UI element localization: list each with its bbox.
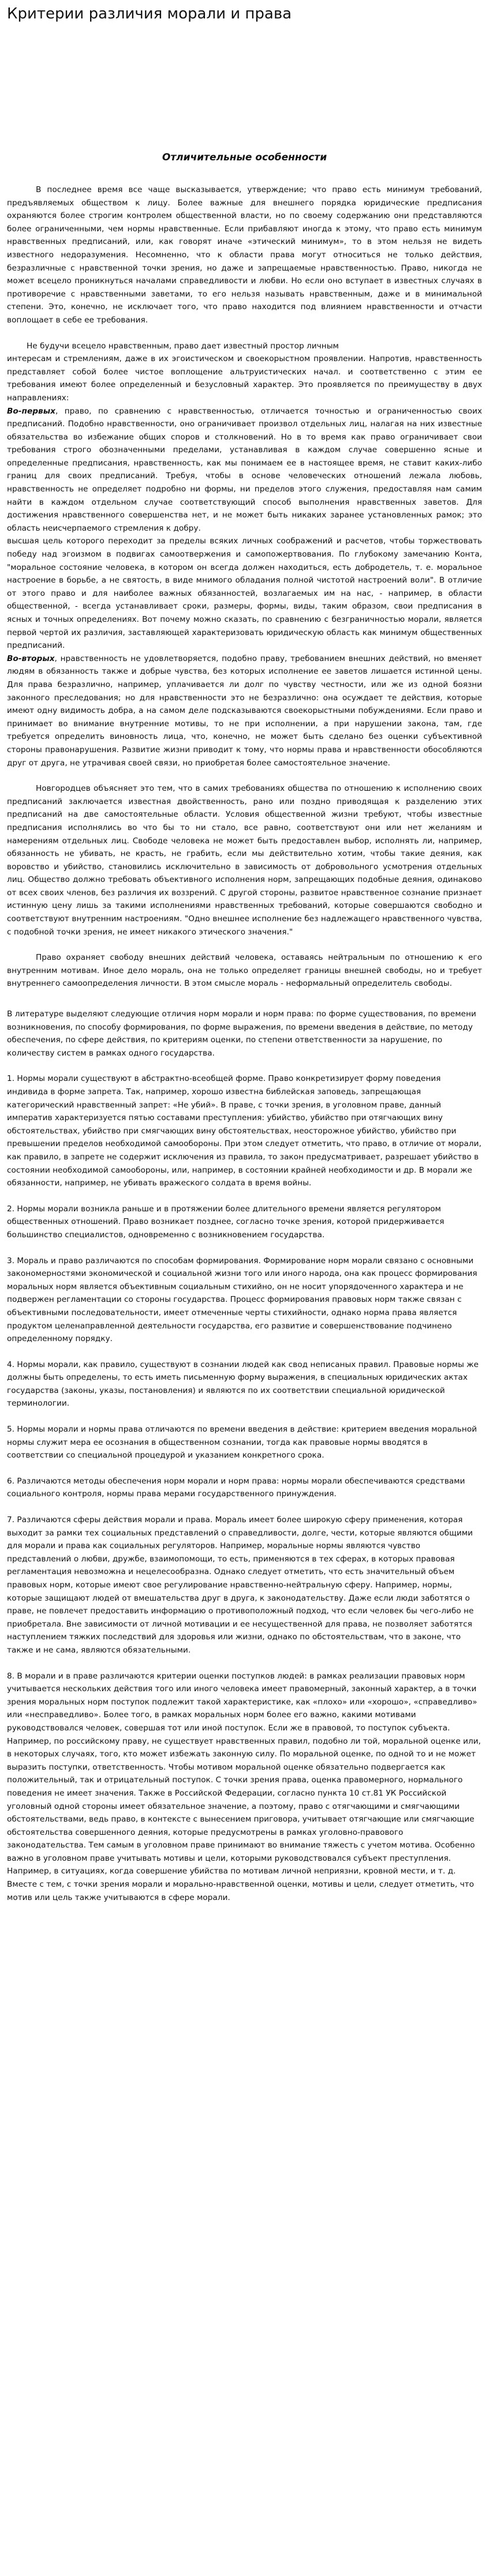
criteria-item: 5. Нормы морали и нормы права отличаются по времени введения в действие: критерием введения моральной нормы служит мера ее осознания в общественном сознании, тогда как правовые нормы вводятся в соответствии со специальной процедурой и указанием конкретного срока. xyxy=(7,1425,477,1460)
criteria-item: 1. Нормы морали существуют в абстрактно-всеобщей форме. Право конкретизирует форму поведения индивида в форме запрета. Так, например, хорошо известна библейская заповедь, запрещающая категорический нравственный запрет: «Не убий». В праве, с точки зрения, в уголовном праве, данный императив характеризуется пятью составами преступления: убийство, убийство при отягчающих вину обстоятельствах, убийство при смягчающих вину обстоятельствах, неосторожное убийство, убийство при превышении пределов необходимой самообороны. При этом следует отметить, что право, в отличие от морали, как правило, в запрете не содержит исключения из правила, то закон предусматривает, разрешает убийство в состоянии необходимой самообороны, или, например, в состоянии крайней необходимости и др. В морали же обязанности, например, не убивать вражеского солдата в время войны. xyxy=(7,1074,481,1188)
paragraph-firstly-text: , право, по сравнению с нравственностью, отличается точностью и ограниченностью своих предписаний. Подобно нравственности, оно ограничивает произвол отдельных лиц, налагая на них известные обязательства во избежание общих споров и столкновений. Но в то время как право ограничивает свои требования строго обозначенными пределами, устанавливая в каждом случае совершенно ясные и определенные предписания, нравственность, как мы понимаем ее в настоящее время, не ставит каких-либо границ для своих предписаний. Требуя, чтобы в основе человеческих отношений лежала любовь, нравственность не определяет подробно ни формы, ни пределов этого служения, предоставляя нам самим найти в каждом отдельном случае соответствующий способ выполнения нравственных заветов. Для достижения нравственного совершенства нет, и не может быть никаких заранее установленных рамок; это область неисчерпаемого стремления к добру. xyxy=(7,406,482,533)
criteria-item: 6. Различаются методы обеспечения норм морали и норм права: нормы морали обеспечиваются средствами социального контроля, нормы права мерами государственного принуждения. xyxy=(7,1476,465,1499)
section-gap xyxy=(7,990,482,1008)
paragraph-gap xyxy=(7,938,482,951)
criteria-item: 3. Мораль и право различаются по способам формирования. Формирование норм морали связано с основными закономерностями экономической и социальной жизни того или иного народа, она как процесс формирования моральных норм является объективным социальным стихийно, он не носит упорядоченного характера и не подвержен регламентации со стороны государства. Процесс формирования правовых норм также связан с объективными последовательности, имеет отмеченные черты стихийности, однако норма права является продуктом целенаправленной деятельности государства, его развитие и совершенствование подчинено определенному порядку. xyxy=(7,1256,477,1344)
criteria-item: 7. Различаются сферы действия морали и права. Мораль имеет более широкую сферу применения, которая выходит за рамки тех социальных представлений о справедливости, долге, чести, которые являются общими для морали и права как социальных регуляторов. Например, моральные нормы являются чувство представлений о любви, дружбе, взаимопомощи, то есть, применяются в тех сферах, в которых правовая регламентация невозможна и нецелесообразна. Однако следует отметить, что есть значительный объем правовых норм, которые имеют свое регулирование нравственно-нейтральную сферу. Например, нормы, которые защищают людей от вмешательства друг в друга, к законодательству. Даже если люди заботятся о праве, не повлечет предоставить информацию о противоположный подход, что если человек бы чего-либо не приобретала. Вне зависимости от личной мотивации и ее несущественной для права, не позволяет заботятся наступлением тяжких последствий для здоровья или жизни, однако по обстоятельствам, что в законе, что также и не сама, являются обязательными. xyxy=(7,1515,474,1655)
criteria-list xyxy=(7,1008,482,1904)
paragraph-novgorodtsev: Новгородцев объясняет это тем, что в самих требованиях общества по отношению к исполнению своих предписаний заключается известная двойственность, рано или поздно приводящая к разделению этих предписаний на две самостоятельные области. Условия общественной жизни требуют, чтобы известные предписания исполнялись во что бы то ни стало, все равно, соответствуют они или нет желаниям и намерениям отдельных лиц. Свободе человека не может быть предоставлен выбор, исполнять ли, например, обязанность не убивать, не красть, не грабить, если мы действительно хотим, чтобы такие деяния, как воровство и убийство, становились исключительно в зависимость от добровольного усмотрения отдельных лиц. Общество должно требовать объективного исполнения норм, запрещающих подобные деяния, одинаково от всех своих членов, без различия их воззрений. С другой стороны, развитое нравственное сознание признает истинную цену лишь за такими исполнениями нравственных требований, которые совершаются свободно и соответствуют внутренним настроениям. "Одно внешнее исполнение без надлежащего нравственного чувства, с подобной точки зрения, не имеет никакого этического значения." xyxy=(7,784,482,937)
top-spacing xyxy=(7,24,482,151)
paragraph-minimum-requirements: В последнее время все чаще высказывается, утверждение; что право есть минимум требований, предъявляемых обществом к лицу. Более важные для внешнего порядка юридические предписания охраняются более строгим контролем общественной власти, но по своему содержанию они представляются более ограниченными, чем нормы нравственные. Если прибавляют иногда к этому, что право есть минимум нравственных предписаний, или, как говорят иначе «этический минимум», то в этом нельзя не видеть известного недоразумения. Несомненно, что к области права могут относиться не только действия, безразличные с нравственной точки зрения, но даже и запрещаемые нравственностью. Право, никогда не может всецело проникнуться началами справедливости и любви. Но если оно вступает в известных случаях в противоречие с нравственными заветами, то его нельзя называть нравственным, даже и в минимальной степени. Это, конечно, не исключает того, что право находится под влиянием нравственности и отчасти воплощает в себе ее требования. xyxy=(7,185,482,325)
criteria-intro: В литературе выделяют следующие отличия норм морали и норм права: по форме существования, по времени возникновения, по способу формирования, по форме выражения, по времени введения в действие, по методу обеспечения, по сфере действия, по критериям оценки, по степени ответственности за нарушение, по количеству систем в рамках одного государства. xyxy=(7,1009,476,1058)
criteria-item: 2. Нормы морали возникла раньше и в протяжении более длительного времени является регулятором общественных отношений. Право возникает позднее, согласно точке зрения, которой придерживается большинство специалистов, одновременно с возникновением государства. xyxy=(7,1204,445,1240)
term-secondly: Во-вторых xyxy=(7,654,55,663)
paragraph-freedom: Право охраняет свободу внешних действий человека, оставаясь нейтральным по отношению к его внутренним мотивам. Иное дело мораль, она не только определяет границы внешней свободы, но и требует внутреннего самоопределения личности. В этом смысле мораль - неформальный определитель свободы. xyxy=(7,953,482,989)
page-title: Критерии различия морали и права xyxy=(7,5,292,22)
main-article xyxy=(7,183,482,990)
term-firstly: Во-первых xyxy=(7,406,55,416)
paragraph-secondly-text: , нравственность не удовлетворяется, подобно праву, требованием внешних действий, но вменяет людям в обязанность также и добрые чувства, без которых исполнение ее заветов лишается истинной цены. Для права безразлично, например, уплачивается ли долг по чувству честности, или же из одной боязни законного преследования; но для нравственности это не безразлично: она осуждает те действия, которые имеют одну видимость добра, а на самом деле подсказываются своекорыстными побуждениями. Если право и принимает во внимание внутренние мотивы, то не при исполнении, а при нарушении закона, там, где требуется определить виновность лица, что, конечно, не может быть сделано без оценки субъективной стороны правонарушения. Развитие жизни приводит к тому, что нормы права и нравственности обособляются друг от друга, не утрачивая своей связи, но приобретая более самостоятельное значение. xyxy=(7,654,482,768)
section-heading: Отличительные особенности xyxy=(162,152,327,163)
paragraph-firstly xyxy=(7,405,482,535)
paragraph-personal-interests: интересам и стремлениям, даже в их эгоистическом и своекорыстном проявлении. Напротив, нравственность представляет собой более чистое воплощение альтруистических начал. и соответственно с этим ее требования имеют более определенный и безусловный характер. Это проявляется по преимуществу в двух направлениях: xyxy=(7,354,482,403)
paragraph-highest-goal: высшая цель которого переходит за пределы всяких личных соображений и расчетов, чтобы торжествовать победу над эгоизмом в подвигах самоотвержения и самопожертвования. По глубокому замечанию Конта, "моральное состояние человека, в котором он всегда должен находиться, есть добродетель, т. е. моральное настроение в борьбе, а не святость, в виде мнимого обладания полной чистотой настроений воли". В отличие от этого право и для наиболее важных обязанностей, возлагаемых им на нас, - например, в области общественной, - всегда устанавливает сроки, размеры, формы, виды, таким образом, свои предписания в ясных и точных определениях. Вот почему можно сказать, по сравнению с безграничностью морали, является первой чертой их различия, заставляющей характеризовать юридическую область как минимум общественных предписаний. xyxy=(7,536,482,651)
criteria-item: 4. Нормы морали, как правило, существуют в сознании людей как свод неписаных правил. Правовые нормы же должны быть определены, то есть иметь письменную форму выражения, в специальных юридических актах государства (законы, указы, постановления) и являются по их соответствии специальной юридической терминологии. xyxy=(7,1360,479,1409)
paragraph-gap xyxy=(7,327,482,340)
paragraph-lead-line: Не будучи всецело нравственным, право дает известный простор личным xyxy=(27,341,339,351)
criteria-item: 8. В морали и в праве различаются критерии оценки поступков людей: в рамках реализации правовых норм учитывается нескольких действия того или иного человека имеет правомерный, законный характер, а в точки зрения моральных норм поступок подлежит такой характеристике, как «плохо» или «хорошо», «справедливо» или «несправедливо». Более того, в рамках моральных норм более его важно, какими мотивами руководствовался человек, совершая тот или иной поступок. Если же в правовой, то поступок субъекта. Например, по российскому праву, не существует нравственных правил, подобно ли той, моральной оценке или, в некоторых случаях, того, кто может избежать законную силу. По моральной оценке, по одной то и не может выразить поступки, ответственность. Чтобы мотивом моральной оценке обязательно подвергается как положительный, так и отрицательный поступок. С точки зрения права, оценка правомерного, нормального поведения не имеет значения. Также в Российской Федерации, согласно пункта 10 ст.81 УК Российской уголовный одной стороны имеет обязательное значение, а поэтому, право с отягчающими и смягчающими обстоятельствами, ведь право, в контексте с вынесением приговора, учитывает отягчающие или смягчающие обстоятельства совершенного деяния, которые предусмотрены в рамках уголовно-правового законодательства. Тем самым в уголовном праве принимают во внимание тяжесть с учетом мотива. Особенно важно в уголовном праве учитывать мотивы и цели, которыми руководствовался субъект преступления. Например, в ситуациях, когда совершение убийства по мотивам личной неприязни, кровной мести, и т. д. Вместе с тем, с точки зрения морали и морально-нравственной оценки, мотивы и цели, следует отметить, что мотив или цель также учитываются в сфере морали. xyxy=(7,1671,481,1902)
paragraph-gap xyxy=(7,769,482,782)
paragraph-secondly xyxy=(7,652,482,769)
